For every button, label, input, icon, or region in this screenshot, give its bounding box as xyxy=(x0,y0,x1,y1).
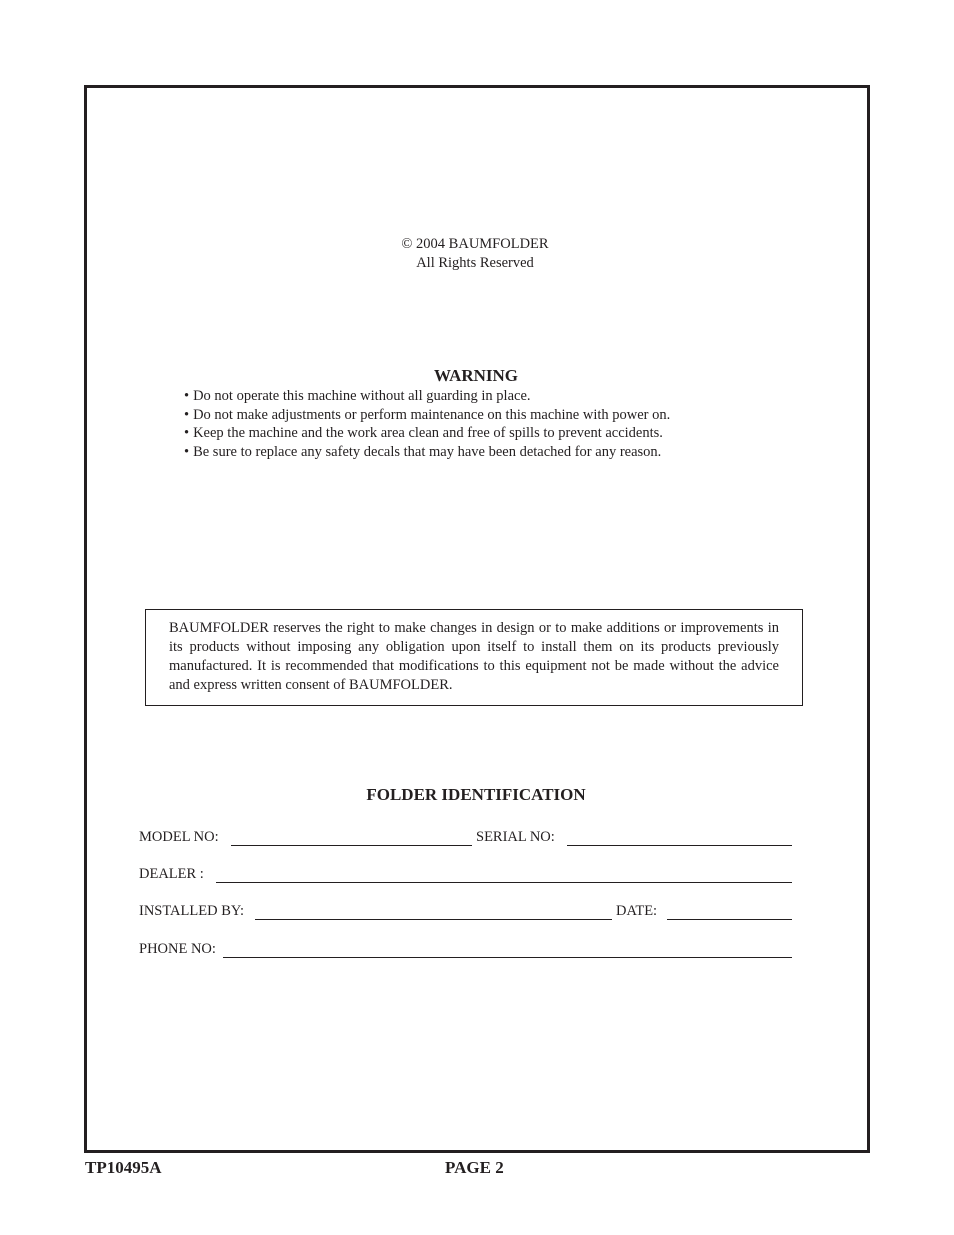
model-serial-row xyxy=(139,829,792,849)
rights-reserved-line: All Rights Reserved xyxy=(416,255,534,271)
installed-by-field[interactable] xyxy=(255,919,612,920)
design-change-notice-text: BAUMFOLDER reserves the right to make changes in design or to make additions or improvements in its products without imposing any obligation upon itself to install them on its products previously manufactured. It is recommended that modifications to this equipment not be made without the advice and express written consent of BAUMFOLDER. xyxy=(169,620,779,693)
folder-identification-title: FOLDER IDENTIFICATION xyxy=(366,785,586,804)
installed-by-label: INSTALLED BY: xyxy=(139,903,245,919)
warning-item: • Be sure to replace any safety decals that may have been detached for any reason. xyxy=(184,443,670,462)
warning-title: WARNING xyxy=(433,366,519,385)
date-label: DATE: xyxy=(616,903,658,919)
warning-item: • Keep the machine and the work area clean and free of spills to prevent accidents. xyxy=(184,424,670,443)
copyright-line: © 2004 BAUMFOLDER xyxy=(401,236,549,252)
model-no-field[interactable] xyxy=(231,845,472,846)
serial-no-field[interactable] xyxy=(567,845,792,846)
phone-no-field[interactable] xyxy=(223,957,792,958)
dealer-row xyxy=(139,866,792,886)
dealer-label: DEALER : xyxy=(139,866,204,882)
warning-list xyxy=(184,387,670,462)
installed-date-row xyxy=(139,903,792,923)
design-change-notice-box xyxy=(145,609,803,706)
date-field[interactable] xyxy=(667,919,792,920)
document-number: TP10495A xyxy=(85,1158,162,1177)
warning-item: • Do not make adjustments or perform maintenance on this machine with power on. xyxy=(184,406,670,425)
phone-no-label: PHONE NO: xyxy=(139,941,216,957)
model-no-label: MODEL NO: xyxy=(139,829,219,845)
warning-item: • Do not operate this machine without all guarding in place. xyxy=(184,387,670,406)
page-number: PAGE 2 xyxy=(445,1158,504,1177)
serial-no-label: SERIAL NO: xyxy=(476,829,555,845)
phone-row xyxy=(139,941,792,961)
dealer-field[interactable] xyxy=(216,882,792,883)
